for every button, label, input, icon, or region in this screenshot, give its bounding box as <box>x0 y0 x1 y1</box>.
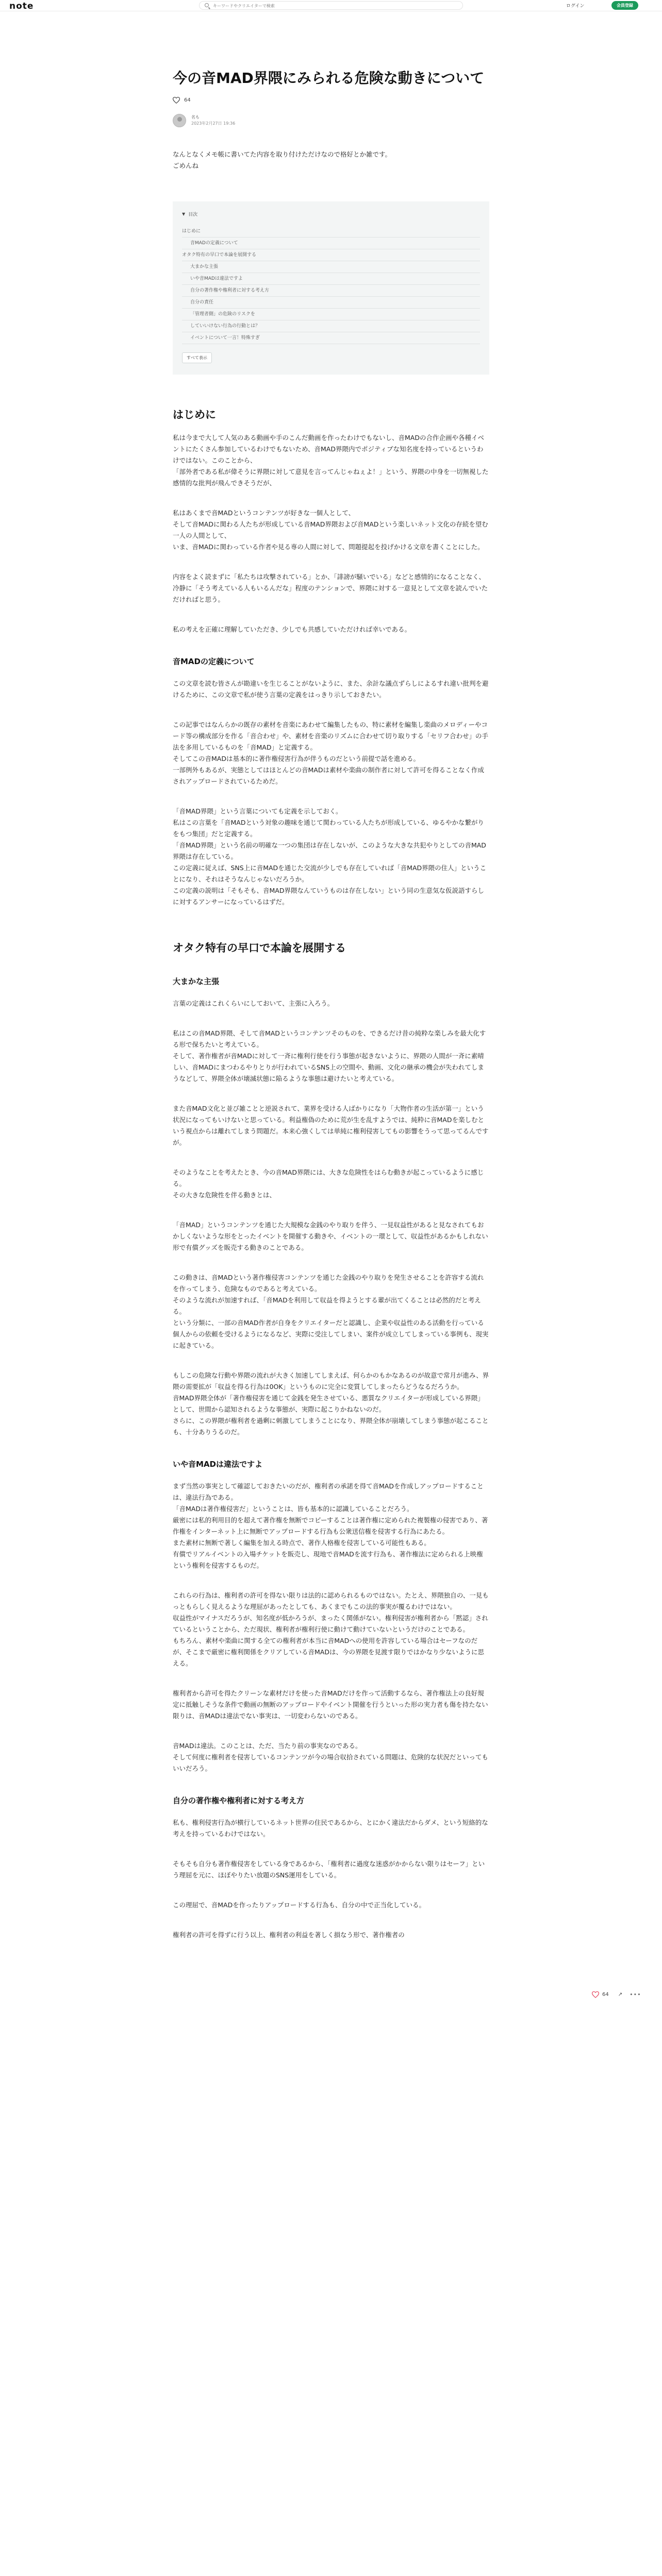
toc-item[interactable]: 自分の著作権や権利者に対する考え方 <box>182 285 480 297</box>
more-icon[interactable]: ••• <box>630 1991 641 1998</box>
avatar[interactable] <box>173 114 186 127</box>
paragraph: 言葉の定義はこれくらいにしておいて、主張に入ろう。 <box>173 999 334 1007</box>
paragraph: 私も、権利侵害行為が横行しているネット世界の住民であるから、とにかく違法だからダメ、という短絡的な考えを持っているわけではない。 <box>173 1819 488 1838</box>
paragraph: 権利者の許可を得ずに行う以上、権利者の利益を著しく損なう形で、著作権者の <box>173 1931 405 1939</box>
paragraph: この記事ではなんらかの既存の素材を音楽にあわせて編集したもの、特に素材を編集し楽曲のメロディーやコード等の構成部分を作る「音合わせ」や、素材を音楽のリズムに合わせて切り取りする「セリフ合わせ」の手法を多用しているものを「音MAD」と定義する。 そしてこの音MADは基本的に著作権侵害行為が伴うものだという前提で話を進める。 一部例外もあるが、実態としてはほとんどの音MADは素材や楽曲の制作者に対して許可を得ることなく作成されアップロードされているためだ。 <box>173 721 489 785</box>
paragraph: この理屈で、音MADを作ったりアップロードする行為も、自分の中で正当化している。 <box>173 1901 425 1909</box>
search-input[interactable] <box>213 3 455 9</box>
paragraph: 音MADは違法。このことは、ただ、当たり前の事実なのである。 そして何度に権利者を侵害しているコンテンツが今の場合収拾されている問題は、危険的な状況だといってもいいだろう。 <box>173 1742 488 1772</box>
toc-item[interactable]: いや音MADは違法ですよ <box>182 273 480 285</box>
toc-item[interactable]: イベントについて一言！特殊すぎ <box>182 332 480 344</box>
like-count: 64 <box>184 97 191 103</box>
paragraph: そのようなことを考えたとき、今の音MAD界隈には、大きな危険性をはらむ動きが起こっているように感じる。 その大きな危険性を伴る動きとは、 <box>173 1168 484 1199</box>
paragraph: 権利者から許可を得たクリーンな素材だけを使った音MADだけを作って活動するなら、著作権法上の良好規定に抵触しそうな条件で動画の無断のアップロードやイベント開催を行うといった形の実力者も傷を持たない限りは、音MADは違法でない事実は、一切変わらないのである。 <box>173 1689 488 1720</box>
toc-show-all-button[interactable]: すべて表示 <box>182 352 212 363</box>
publish-date: 2023年2月27日 19:36 <box>191 121 236 126</box>
author-name[interactable]: 名も <box>191 115 200 120</box>
article-body <box>173 406 489 1941</box>
paragraph: 私の考えを正確に理解していただき、少しでも共感していただければ幸いである。 <box>173 625 411 633</box>
paragraph: もしこの危険な行動や界隈の流れが大きく加速してしまえば、何らかのもかなあるのが故意で常月が進み、界隈の需要拡が「収益を得る行為は0OK」というものに完全に変質してしまったらどうなるだろうか。 音MAD界隈全体が「著作権侵害を通じて金銭を発生させている、悪質なクリエイターが形成している界隈」として、世間から認知されるような事態が、実際に起こりかねないのだ。 さらに、この界隈が権利者を過剰に刺激してしまうことになり、界隈全体が崩壊してしまう事態が起こることも、十分ありうるのだ。 <box>173 1371 489 1436</box>
paragraph: この文章を読む皆さんが勘違いを生じることがないように、また、余計な議点ずらしによるすれ違い批判を避けるために、この文章で私が使う言葉の定義をはっきり示しておきたい。 <box>173 680 489 699</box>
paragraph: まず当然の事実として確認しておきたいのだが、権利者の承諾を得て音MADを作成しアップロードすることは、違法行為である。 「音MADは著作権侵害だ」ということは、皆も基本的に認識していることだろう。 厳密には私的利用目的を超えて著作権を無断でコピーすることは著作権に定められた複製権の侵害であり、著作権をインターネット上に無断でアップロードする行為も公衆送信権を侵害する行為にあたる。 また素材に無断で著しく編集を加える時点で、著作人格権を侵害している可能性もある。 有償でリアルイベントの入場チケットを販売し、現地で音MADを流す行為も、著作権法に定められる上映権という権利を侵害するものだ。 <box>173 1482 488 1569</box>
paragraph: また音MAD文化と並び雑ことと逆説されて、業界を受ける人ばかりになり「大物作者の生活が第一」という状況になってもいけないと思っている。利益権偽のために荒が生を乱すようでは、純粋に音MADを楽しむという視点からは離れてしまう問題だ。本来心強くしては単純に権利侵害してもの影響をうって思ってるんですが。 <box>173 1105 489 1146</box>
search-icon <box>205 3 209 7</box>
toc-title: 目次 <box>188 212 198 217</box>
side-heart-icon[interactable] <box>592 1991 599 1998</box>
floating-actions <box>592 1991 641 1998</box>
side-like-count: 64 <box>602 1992 609 1997</box>
toc-item[interactable]: 大まかな主張 <box>182 261 480 273</box>
heart-icon[interactable] <box>173 97 180 104</box>
paragraph: 私はこの音MAD界隈、そして音MADというコンテンツそのものを、できるだけ昔の純粋な楽しみを最大化する形で保ちたいと考えている。 そして、著作権者が音MADに対して一斉に権利行使を行う事態が起きないように、界隈の人間が一斉に素晴しい、音MADにまつわるやりとりが行われているSNS上の空間や、動画、文化の継承の機会が失われてしまうなどして、界隈全体が壊滅状態に陥るような事態は避けたいと考えている。 <box>173 1029 486 1082</box>
section-heading: オタク特有の早口で本論を展開する <box>173 942 346 954</box>
paragraph: この動きは、音MADという著作権侵害コンテンツを通じた金銭のやり取りを発生させることを許容する流れを作ってしまう、危険なものであると考えている。 そのような流れが加速すれば、「音MADを利用して収益を得ようとする輩が出てくることは必然的だと考える。 という分類に、一部の音MAD作者が自身をクリエイターだと認識し、企業や収益性のある活動を行っている個人からの依頼を受けるようになるなど、実際に受注してしまい、案件が成立してしまっている事例も、現実に起きている。 <box>173 1274 489 1349</box>
paragraph: 「音MAD」というコンテンツを通じた大規模な金銭のやり取りを伴う、一見収益性があると見なされてもおかしくないような形をとったイベントを開催する動きや、イベントの一環として、収益性があるかもしれない形で有償グッズを販売する動きのことである。 <box>173 1221 488 1251</box>
login-link[interactable]: ログイン <box>566 4 585 9</box>
lead-text: なんとなくメモ帳に書いてた内容を取り付けただけなので格好とか雑です。 ごめんね <box>173 150 392 170</box>
paragraph: 「音MAD界隈」という言葉についても定義を示しておく。 私はこの言葉を「音MADという対象の趣味を通じて関わっている人たちが形成している、ゆるやかな繋がりをもつ集団」だと定義する。 「音MAD界隈」という名前の明確な一つの集団は存在しないが、このような大きな共犯やりとしての音MAD界隈は存在している。 この定義に従えば、SNS上に音MADを通じた交流が少しでも存在していれば「音MAD界隈の住人」ということになり、それはそうなんじゃないだろうか。 この定義の説明は「そもそも、音MAD界隈なんていうものは存在しない」という同の生意気な仮説語すらしに対するアンサーになっているはずだ。 <box>173 807 487 906</box>
toc-item[interactable]: オタク特有の早口で本論を展開する <box>182 249 480 261</box>
toc-item[interactable]: 自分の責任 <box>182 297 480 309</box>
paragraph: 私はあくまで音MADというコンテンツが好きな一個人として、 そして音MADに関わる人たちが形成している音MAD界隈および音MADという楽しいネット文化の存続を望む一人の人間として、 いま、音MADに関わっている作者や見る専の人間に対して、問題提起を投げかける文章を書くことにした。 <box>173 509 488 551</box>
site-header <box>0 0 662 11</box>
toc-list <box>182 226 480 344</box>
paragraph: 私は今まで大して人気のある動画や手のこんだ動画を作ったわけでもないし、音MADの合作企画や各種イベントにたくさん参加しているわけでもないため、音MAD界隈内でポジティブな知名度を持っているというわけではない。このことから、 「部外者である私が偉そうに界隈に対して意見を言ってんじゃねぇよ！」という、界隈の中身を一切無視した感情的な批判が飛んできそうだが、 <box>173 434 489 487</box>
toc-item[interactable]: 音MADの定義について <box>182 238 480 249</box>
toc-toggle-icon[interactable]: ▼ <box>182 212 186 216</box>
article <box>173 67 489 1959</box>
section-heading: 音MADの定義について <box>173 657 255 666</box>
toc-item[interactable]: 「管理者側」の危険のリスクを <box>182 309 480 320</box>
section-heading: 自分の著作権や権利者に対する考え方 <box>173 1796 305 1805</box>
article-title: 今の音MAD界隈にみられる危険な動きについて <box>173 70 485 87</box>
paragraph: そもそも自分も著作権侵害をしている身であるから、「権利者に過度な迷惑がかからない限りはセーフ」という理屈を元に、ほぼやりたい放題のSNS運用をしている。 <box>173 1860 485 1879</box>
author-block <box>173 114 489 127</box>
table-of-contents <box>173 201 489 375</box>
share-icon[interactable]: ↗ <box>618 1992 623 1997</box>
paragraph: これらの行為は、権利者の許可を得ない限りは法的に認められるものではない。たとえ、界隈独自の、一見もっともらしく見えるような理屈があったとしても、あくまでもこの法的事実が覆るわけではない。 収益性がマイナスだろうが、知名度が低かろうが、まったく関係がない。権利侵害が権利者から「黙認」されているということから、ただ現状、権利者が権利行使に動けて動けていないというだけのことである。 もちろん、素材や楽曲に関する全ての権利者が本当に音MADへの使用を許容している場合はセーフなのだが、そこまで厳密に権利関係をクリアしている音MADは、今の界隈を見渡す限りではかなり少ないように思える。 <box>173 1591 489 1667</box>
section-heading: はじめに <box>173 409 216 421</box>
toc-item[interactable]: していいけない行為の行動とは？ <box>182 320 480 332</box>
note-logo[interactable]: note <box>9 1 34 11</box>
paragraph: 内容をよく読まずに「私たちは攻撃されている」とか、「誹謗が騒いでいる」などと感情的になることなく、冷静に「そう考えている人もいるんだな」程度のテンションで、界隈に対する一意見として文章を読んでいただければと思う。 <box>173 573 488 603</box>
section-heading: いや音MADは違法ですよ <box>173 1460 262 1469</box>
search-box[interactable] <box>199 1 463 10</box>
toc-item[interactable]: はじめに <box>182 226 480 238</box>
signup-button[interactable]: 会員登録 <box>611 1 638 10</box>
like-counter[interactable] <box>173 97 489 104</box>
section-heading: 大まかな主張 <box>173 977 220 986</box>
